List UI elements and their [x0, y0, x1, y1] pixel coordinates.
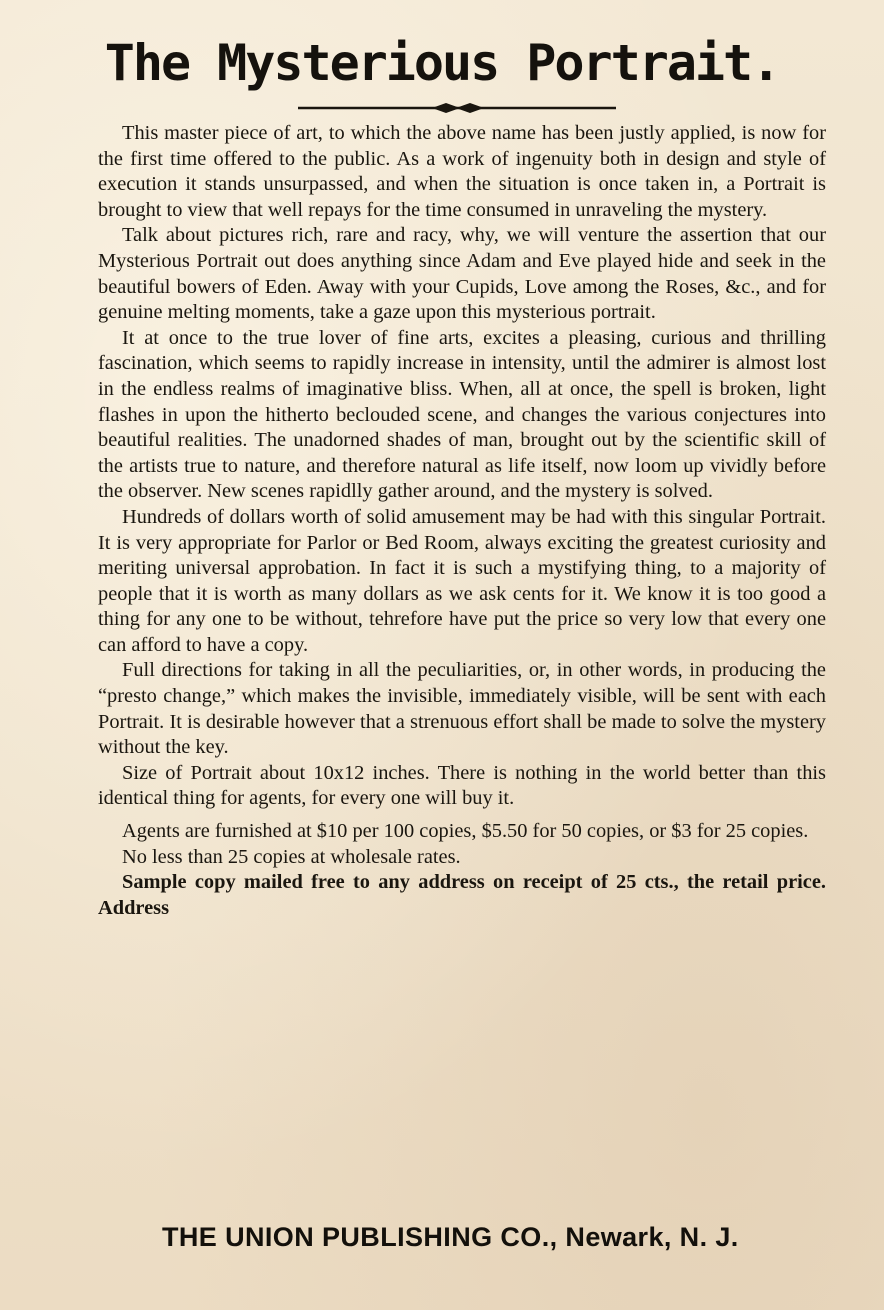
page-title: The Mysterious Portrait.	[104, 34, 780, 92]
paragraph-pictures: Talk about pictures rich, rare and racy, why, we will venture the assertion that our Mysterious Portrait out does anything since Adam and Eve played hide and seek in the beautiful bowers of Eden. Away with your Cupids, Love among the Roses, &c., and for genuine melting moments, take a gaze upon this mysterious portrait.	[98, 224, 826, 324]
advertisement-body	[98, 121, 826, 921]
paragraph-intro: This master piece of art, to which the above name has been justly applied, is now for the first time offered to the public. As a work of ingenuity both in design and style of execution it stands unsurpassed, and when the situation is once taken in, a Portrait is brought to view that well repays for the time consumed in unraveling the mystery.	[98, 122, 826, 221]
paragraph-directions: Full directions for taking in all the peculiarities, or, in other words, in producing the “presto change,” which makes the invisible, immediately visible, will be sent with each Portrait. It is desirable however that a strenuous effort shall be made to solve the mystery without the key.	[98, 659, 826, 759]
publisher-name: THE UNION PUBLISHING CO., Newark, N. J.	[162, 1222, 739, 1252]
paragraph-size: Size of Portrait about 10x12 inches. There is nothing in the world better than this identical thing for agents, for every one will buy it.	[98, 761, 826, 810]
title-rule-ornament	[296, 100, 618, 116]
paragraph-wholesale: No less than 25 copies at wholesale rates.	[122, 845, 461, 868]
paragraph-pricing: Agents are furnished at $10 per 100 copies, $5.50 for 50 copies, or $3 for 25 copies.	[122, 820, 809, 843]
paragraph-sample-copy: Sample copy mailed free to any address on receipt of 25 cts., the retail price. Address	[98, 871, 826, 919]
paragraph-amusement: Hundreds of dollars worth of solid amusement may be had with this singular Portrait. It is very appropriate for Parlor or Bed Room, always exciting the greatest curiosity and meriting universal approbation. In fact it is such a mystifying thing, to a majority of people that it is worth as many dollars as we ask cents for it. We know it is too good a thing for any one to be without, tehrefore have put the price so very low that every one can afford to have a copy.	[98, 505, 826, 656]
paragraph-fascination: It at once to the true lover of fine arts, excites a pleasing, curious and thrilling fascination, which seems to rapidly increase in intensity, until the admirer is almost lost in the endless realms of imaginative bliss. When, all at once, the spell is broken, light flashes in upon the hitherto beclouded scene, and changes the various conjectures into beautiful realities. The unadorned shades of man, brought out by the scientific skill of the artists true to nature, and therefore natural as life itself, now loom up vividly before the observer. New scenes rapidlly gather around, and the mystery is solved.	[98, 326, 826, 503]
